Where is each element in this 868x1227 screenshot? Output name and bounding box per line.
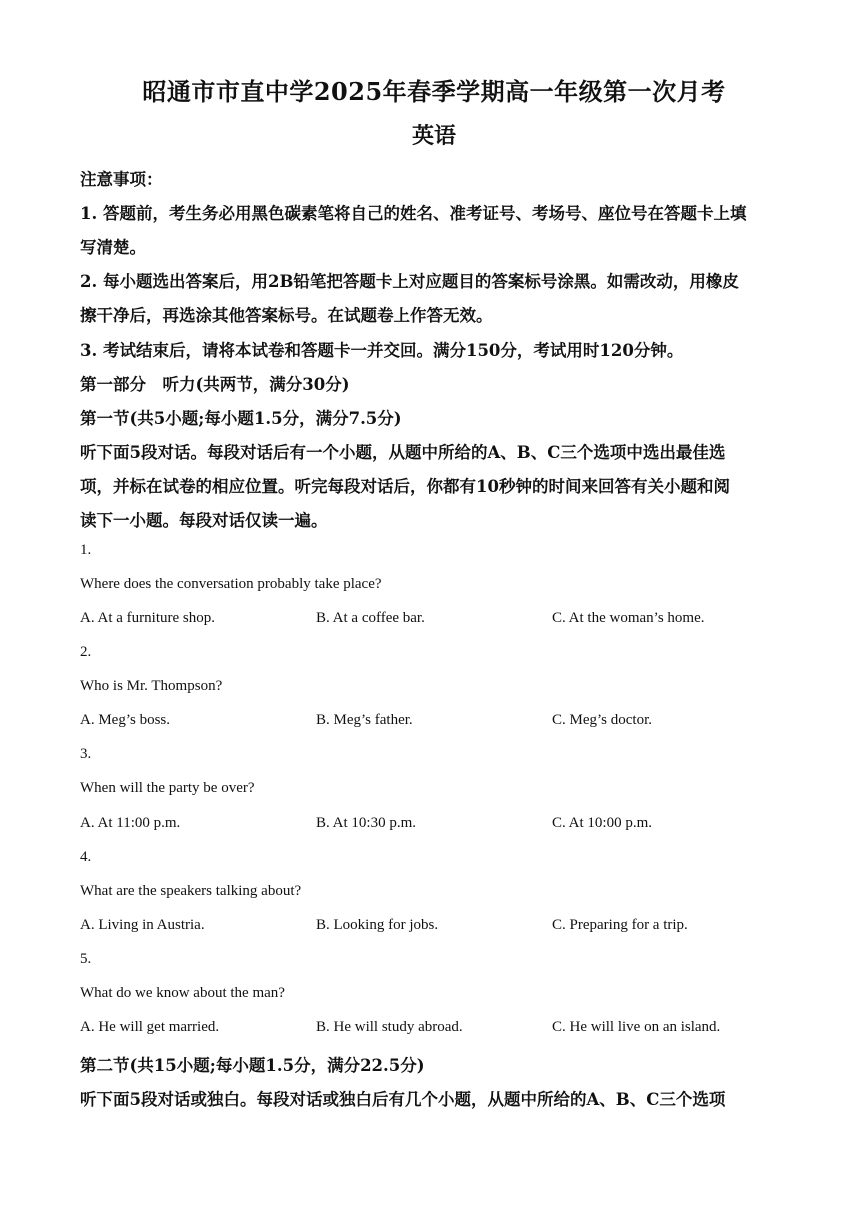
page-title: 昭通市市直中学2025年春季学期高一年级第一次月考: [142, 77, 726, 106]
notice-item-2-line-1: 2. 每小题选出答案后，用2B铅笔把答题卡上对应题目的答案标号涂黑。如需改动，用橡皮: [80, 272, 739, 291]
section1-instruction-line-3: 读下一小题。每段对话仅读一遍。: [80, 511, 328, 530]
question-text: When will the party be over?: [80, 780, 255, 796]
notice-item-3: 3. 考试结束后，请将本试卷和答题卡一并交回。满分150分，考试用时120分钟。: [80, 341, 684, 360]
question-text: What are the speakers talking about?: [80, 883, 302, 899]
option-c: C. He will live on an island.: [552, 1019, 721, 1035]
question-number: 2.: [80, 644, 92, 660]
option-c: C. At the woman’s home.: [552, 610, 705, 626]
option-a: A. He will get married.: [80, 1019, 220, 1035]
option-a: A. Meg’s boss.: [80, 712, 171, 728]
question-number: 1.: [80, 542, 92, 558]
section2-instruction-line-1: 听下面5段对话或独白。每段对话或独白后有几个小题，从题中所给的A、B、C三个选项: [80, 1090, 726, 1109]
question-number: 3.: [80, 746, 92, 762]
question-text: Where does the conversation probably take place?: [80, 576, 382, 592]
option-a: A. Living in Austria.: [80, 917, 205, 933]
option-c: C. At 10:00 p.m.: [552, 815, 653, 831]
question-number: 4.: [80, 849, 92, 865]
part1-heading: 第一部分 听力(共两节，满分30分): [80, 375, 350, 394]
notice-heading: 注意事项：: [80, 170, 163, 189]
option-a: A. At 11:00 p.m.: [80, 815, 181, 831]
section1-heading: 第一节(共5小题;每小题1.5分，满分7.5分): [80, 409, 402, 428]
option-b: B. At 10:30 p.m.: [316, 815, 417, 831]
notice-item-2-line-2: 擦干净后，再选涂其他答案标号。在试题卷上作答无效。: [80, 306, 493, 325]
question-number: 5.: [80, 951, 92, 967]
option-a: A. At a furniture shop.: [80, 610, 215, 626]
option-b: B. Looking for jobs.: [316, 917, 439, 933]
section1-instruction-line-2: 项，并标在试卷的相应位置。听完每段对话后，你都有10秒钟的时间来回答有关小题和阅: [80, 477, 730, 496]
option-b: B. Meg’s father.: [316, 712, 413, 728]
section2-heading: 第二节(共15小题;每小题1.5分，满分22.5分): [80, 1056, 425, 1075]
question-text: What do we know about the man?: [80, 985, 285, 1001]
section1-instruction-line-1: 听下面5段对话。每段对话后有一个小题，从题中所给的A、B、C三个选项中选出最佳选: [80, 443, 726, 462]
option-b: B. He will study abroad.: [316, 1019, 463, 1035]
option-c: C. Preparing for a trip.: [552, 917, 688, 933]
option-b: B. At a coffee bar.: [316, 610, 425, 626]
subject-title: 英语: [411, 123, 456, 149]
option-c: C. Meg’s doctor.: [552, 712, 652, 728]
question-text: Who is Mr. Thompson?: [80, 678, 223, 694]
notice-item-1-line-2: 写清楚。: [80, 238, 146, 257]
notice-item-1-line-1: 1. 答题前，考生务必用黑色碳素笔将自己的姓名、准考证号、考场号、座位号在答题卡上填: [80, 204, 747, 223]
